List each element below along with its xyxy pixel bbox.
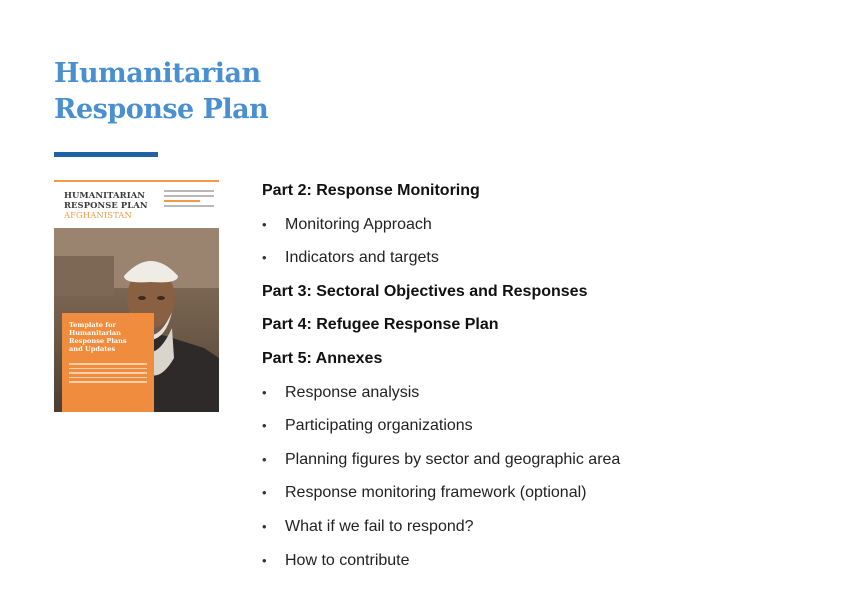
list-item	[262, 514, 474, 540]
section-heading	[262, 346, 382, 372]
list-item-text: Response monitoring framework (optional)	[285, 484, 587, 502]
cover-meta-lines	[164, 190, 214, 210]
bullet-icon: •	[262, 216, 267, 232]
list-item-text: What if we fail to respond?	[285, 518, 474, 535]
list-item	[262, 212, 432, 238]
cover-accent-line	[54, 180, 219, 182]
list-item	[262, 245, 439, 271]
bullet-icon: •	[262, 552, 267, 568]
cover-heading-line-2: RESPONSE PLAN	[64, 200, 148, 210]
section-heading-text: Part 4: Refugee Response Plan	[262, 316, 499, 334]
list-item-text: Response analysis	[285, 383, 420, 401]
section-heading-text: Part 5: Annexes	[262, 350, 383, 367]
section-heading	[262, 178, 480, 204]
bullet-icon: •	[262, 485, 267, 501]
title-underline	[54, 152, 158, 157]
section-heading	[262, 279, 587, 305]
list-item-text: Participating organizations	[285, 417, 473, 435]
list-item	[262, 380, 419, 406]
cover-box-line-4: and Updates	[69, 345, 116, 353]
cover-box-line-1: Template for	[69, 321, 116, 329]
list-item	[262, 413, 473, 439]
title-line-1: Humanitarian	[54, 58, 261, 89]
cover-box-line-3: Response Plans	[69, 337, 127, 345]
section-heading	[262, 312, 499, 338]
cover-heading-line-3: AFGHANISTAN	[64, 210, 132, 220]
bullet-icon: •	[262, 250, 267, 266]
bullet-icon: •	[262, 519, 267, 534]
section-heading-text: Part 3: Sectoral Objectives and Responses	[262, 282, 588, 300]
bullet-icon: •	[262, 451, 267, 467]
list-item	[262, 447, 620, 473]
cover-heading	[64, 190, 148, 220]
list-item-text: Planning figures by sector and geographic area	[285, 450, 621, 468]
list-item	[262, 548, 410, 574]
cover-title-box	[62, 313, 154, 412]
list-item-text: Monitoring Approach	[285, 215, 432, 233]
list-item	[262, 480, 586, 506]
cover-box-title	[69, 321, 127, 353]
document-cover-thumbnail	[54, 180, 219, 412]
bullet-icon: •	[262, 384, 267, 400]
bullet-icon: •	[262, 418, 267, 434]
list-item-text: How to contribute	[285, 551, 410, 569]
section-heading-text: Part 2: Response Monitoring	[262, 182, 480, 199]
cover-header	[54, 180, 219, 228]
page-title	[54, 56, 268, 128]
cover-box-line-2: Humanitarian	[69, 329, 121, 337]
title-line-2: Response Plan	[54, 94, 269, 125]
cover-heading-line-1: HUMANITARIAN	[64, 190, 146, 200]
cover-box-body-lines	[69, 363, 147, 386]
list-item-text: Indicators and targets	[285, 249, 439, 267]
